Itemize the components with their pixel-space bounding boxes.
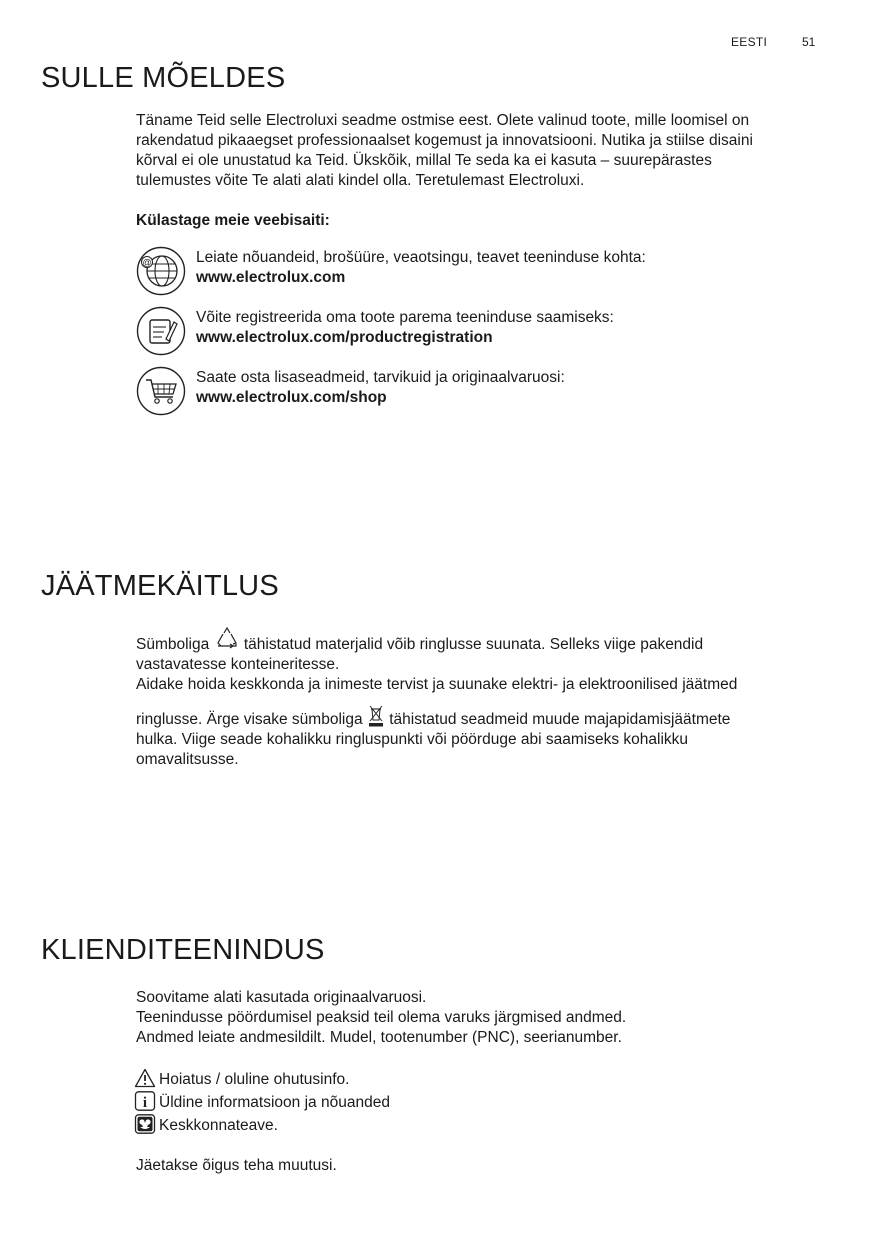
- disposal-line: Aidake hoida keskkonda ja inimeste tervist ja suunake elektri- ja elektroonilised jäätmed: [136, 676, 738, 693]
- crossed-bin-icon: [367, 704, 385, 728]
- disposal-text: ringlusse. Ärge visake sümboliga: [136, 711, 363, 728]
- legend-text: Keskkonnateave.: [159, 1117, 278, 1134]
- svg-text:@: @: [142, 257, 152, 268]
- visit-label: Külastage meie veebisaiti:: [136, 212, 330, 229]
- info-icon: [134, 1091, 156, 1111]
- header-language: EESTI: [731, 35, 768, 49]
- shopping-cart-icon: [136, 366, 186, 416]
- disposal-line: [136, 704, 816, 730]
- section-title-service: KLIENDITEENINDUS: [41, 934, 325, 966]
- intro-line: rakendatud pikaaegset professionaalset kogemust ja innovatsiooni. Nutika ja stiilse disaini: [136, 132, 753, 149]
- footer-note: Jäetakse õigus teha muutusi.: [136, 1157, 337, 1174]
- site-link[interactable]: www.electrolux.com: [196, 269, 346, 286]
- disposal-line: [136, 627, 816, 655]
- service-line: Andmed leiate andmesildilt. Mudel, tootenumber (PNC), seerianumber.: [136, 1029, 622, 1046]
- legend-info: [134, 1091, 390, 1113]
- site-text: [196, 368, 565, 408]
- service-paragraph: [136, 988, 816, 1048]
- section-title-thinking: SULLE MÕELDES: [41, 62, 286, 94]
- legend-text: Hoiatus / oluline ohutusinfo.: [159, 1071, 350, 1088]
- legend-warning: [134, 1068, 349, 1090]
- service-line: Soovitame alati kasutada originaalvaruosi.: [136, 989, 427, 1006]
- globe-icon: [136, 246, 186, 296]
- disposal-text: tähistatud materjalid võib ringlusse suunata. Selleks viige pakendid: [243, 636, 704, 653]
- site-description: Saate osta lisaseadmeid, tarvikuid ja originaalvaruosi:: [196, 369, 565, 386]
- disposal-text: tähistatud seadmeid muude majapidamisjäätmete: [389, 711, 731, 728]
- warning-icon: [134, 1068, 156, 1088]
- section-title-disposal: JÄÄTMEKÄITLUS: [41, 570, 279, 602]
- site-link[interactable]: www.electrolux.com/productregistration: [196, 329, 493, 346]
- page-number: 51: [802, 35, 816, 49]
- environment-icon: [134, 1114, 156, 1134]
- svg-text:i: i: [142, 1095, 148, 1111]
- site-row-registration: [136, 306, 816, 356]
- intro-line: kõrval ei ole unustatud ka Teid. Ükskõik, millal Te seda ka ei kasuta – suurepärastes: [136, 152, 712, 169]
- site-description: Leiate nõuandeid, brošüüre, veaotsingu, teavet teeninduse kohta:: [196, 249, 646, 266]
- site-text: [196, 308, 614, 348]
- legend-environment: [134, 1114, 278, 1136]
- site-link[interactable]: www.electrolux.com/shop: [196, 389, 387, 406]
- service-line: Teenindusse pöördumisel peaksid teil olema varuks järgmised andmed.: [136, 1009, 627, 1026]
- legend-text: Üldine informatsioon ja nõuanded: [159, 1094, 390, 1111]
- disposal-line: vastavatesse konteineritesse.: [136, 656, 340, 673]
- disposal-text: Sümboliga: [136, 636, 210, 653]
- intro-paragraph: [136, 111, 816, 191]
- disposal-line: omavalitsusse.: [136, 751, 239, 768]
- recycle-icon: [214, 627, 240, 653]
- disposal-paragraph: [136, 627, 816, 770]
- intro-line: tulemustes võite Te alati alati kindel olla. Teretulemast Electroluxi.: [136, 172, 585, 189]
- disposal-line: hulka. Viige seade kohalikku ringluspunkti või pöörduge abi saamiseks kohalikku: [136, 731, 689, 748]
- site-description: Võite registreerida oma toote parema teeninduse saamiseks:: [196, 309, 614, 326]
- intro-line: Täname Teid selle Electroluxi seadme ostmise eest. Olete valinud toote, mille loomisel on: [136, 112, 750, 129]
- site-row-shop: [136, 366, 816, 416]
- site-text: [196, 248, 646, 288]
- site-row-support: [136, 246, 816, 296]
- registration-icon: [136, 306, 186, 356]
